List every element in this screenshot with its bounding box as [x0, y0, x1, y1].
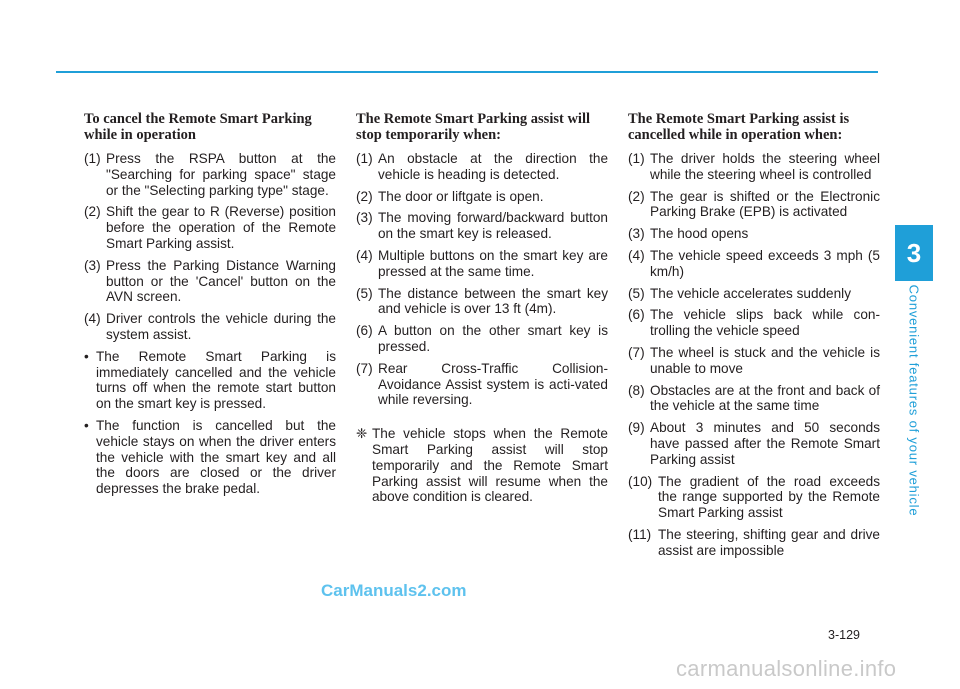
chapter-side-title: [889, 284, 939, 516]
list-item: [356, 361, 608, 408]
column-cancel-remote-parking: [84, 112, 336, 503]
item-number: (1): [356, 151, 373, 166]
item-number: (2): [84, 204, 101, 220]
item-text: The vehicle speed exceeds 3 mph (5 km/h): [650, 247, 880, 279]
item-text: An obstacle at the direction the vehicle is heading is detected.: [378, 151, 608, 182]
item-number: (3): [84, 257, 101, 273]
item-number: (2): [356, 188, 373, 204]
item-text: The gradient of the road exceeds the range supported by the Remote Smart Parking assist: [658, 473, 880, 521]
item-text: The function is cancelled but the vehicle stays on when the driver enters the vehicle with the smart key and all the doors are closed or the driver depresses the brake pedal.: [96, 417, 336, 497]
item-text: The gear is shifted or the Electronic Parking Brake (EPB) is activated: [650, 188, 880, 220]
watermark-carmanuals2[interactable]: CarManuals2.com: [321, 581, 467, 600]
item-number: (11): [628, 526, 652, 542]
item-number: (4): [84, 311, 101, 327]
list-item: [628, 286, 880, 302]
item-text: Press the RSPA button at the "Searching for parking space" stage or the "Selecting parking type" stage.: [106, 151, 336, 198]
item-text: The hood opens: [650, 226, 749, 242]
list-item: [628, 420, 880, 467]
item-text: The driver holds the steering wheel while the steering wheel is controlled: [650, 151, 880, 182]
list-item: [628, 345, 880, 377]
bullet-item: [84, 418, 336, 497]
item-text: Multiple buttons on the smart key are pressed at the same time.: [378, 247, 608, 279]
item-number: (10): [628, 473, 653, 489]
item-text: The moving forward/backward button on the smart key is released.: [378, 210, 608, 242]
item-text: The Remote Smart Parking is immediately cancelled and the vehicle turns off when the remote start button on the smart key is pressed.: [96, 348, 336, 412]
list-item: [628, 307, 880, 339]
note: [356, 426, 608, 505]
list-item: [628, 248, 880, 280]
item-number: (3): [628, 226, 645, 242]
list-item: [356, 189, 608, 205]
list-item: [356, 210, 608, 242]
column-cancelled-conditions: [628, 112, 880, 565]
item-number: (9): [628, 420, 645, 436]
item-text: Driver controls the vehicle during the system assist.: [106, 311, 336, 342]
list-item: [356, 151, 608, 183]
list-item: [628, 151, 880, 183]
column-temporary-stop: [356, 112, 608, 511]
item-number: (3): [356, 210, 373, 226]
chapter-number-tab: [895, 225, 933, 281]
header-rule: [56, 71, 878, 73]
list-item: [628, 383, 880, 415]
item-text: About 3 minutes and 50 seconds have passed after the Remote Smart Parking assist: [650, 420, 880, 467]
list-item: [356, 248, 608, 280]
item-number: (1): [628, 151, 645, 166]
item-number: (7): [628, 344, 645, 360]
item-number: (4): [356, 247, 373, 263]
list-item: [628, 189, 880, 221]
item-number: (6): [356, 323, 373, 339]
item-text: The door or liftgate is open.: [378, 188, 544, 204]
chapter-number: 3: [906, 237, 922, 268]
chapter-title: Convenient features of your vehicle: [906, 284, 922, 516]
section-heading: The Remote Smart Parking assist is cancelled while in operation when:: [628, 111, 850, 143]
item-text: Rear Cross-Traffic Collision-Avoidance Assist system is acti-vated while reversing.: [378, 360, 608, 408]
item-text: The vehicle slips back while con-trolling the vehicle speed: [650, 307, 880, 339]
list-item: [84, 311, 336, 343]
bullet-item: [84, 349, 336, 412]
note-icon: ❈: [356, 426, 368, 442]
item-number: (8): [628, 382, 645, 398]
item-number: (5): [356, 285, 373, 301]
item-text: The vehicle accelerates suddenly: [650, 285, 851, 301]
list-item: [84, 258, 336, 305]
item-number: (2): [628, 188, 645, 204]
item-text: Obstacles are at the front and back of the vehicle at the same time: [650, 382, 880, 414]
list-item: [356, 286, 608, 318]
item-number: (4): [628, 247, 645, 263]
section-heading: To cancel the Remote Smart Parking while in operation: [84, 111, 312, 143]
item-number: (7): [356, 360, 373, 376]
list-item: [84, 204, 336, 251]
watermark-carmanualsonline[interactable]: carmanualsonline.info: [676, 656, 897, 681]
bullet-icon: •: [84, 348, 89, 364]
item-text: The wheel is stuck and the vehicle is unable to move: [650, 344, 880, 376]
list-item: [84, 151, 336, 198]
item-number: (1): [84, 151, 101, 166]
list-item: [628, 226, 880, 242]
page-number: 3-129: [828, 628, 860, 642]
item-number: (6): [628, 307, 645, 323]
list-item: [628, 527, 880, 559]
bullet-icon: •: [84, 417, 89, 433]
item-text: Press the Parking Distance Warning button or the 'Cancel' button on the AVN screen.: [106, 257, 336, 305]
item-text: A button on the other smart key is pressed.: [378, 323, 608, 354]
note-text: The vehicle stops when the Remote Smart Parking assist will stop temporarily and the Remote Smart Parking assist will resume when the above condition is cleared.: [372, 426, 608, 505]
item-text: Shift the gear to R (Reverse) position before the operation of the Remote Smart Parking assist.: [106, 204, 336, 251]
item-text: The steering, shifting gear and drive assist are impossible: [658, 526, 880, 558]
item-number: (5): [628, 285, 645, 301]
list-item: [356, 323, 608, 355]
section-heading: The Remote Smart Parking assist will stop temporarily when:: [356, 111, 590, 143]
item-text: The distance between the smart key and vehicle is over 13 ft (4m).: [378, 285, 608, 317]
list-item: [628, 474, 880, 521]
